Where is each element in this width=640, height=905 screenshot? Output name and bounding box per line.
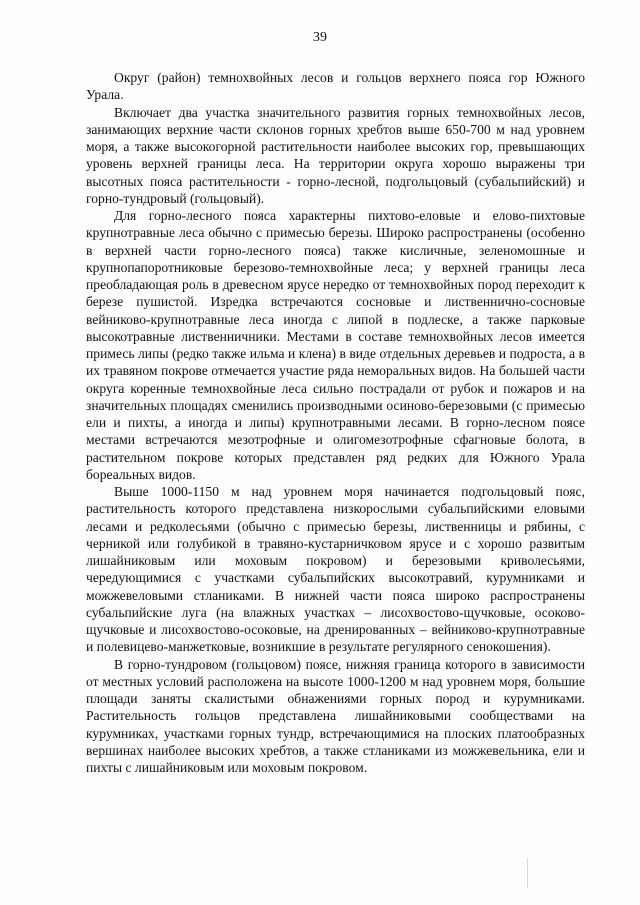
paragraph-mountain-forest-belt: Для горно-лесного пояса характерны пихтово-еловые и елово-пихтовые крупнотравные леса обычно с примесью березы. Широко распространены (особенно в верхней части горно-лесного пояса) также кисличные, зеленомошные и крупнопапоротниковые березово-темнохвойные леса; у верхней границы леса преобладающая роль в древесном ярусе нередко от темнохвойных пород переходит к березе пушистой. Изредка встречаются сосновые и лиственнично-сосновые вейниково-крупнотравные леса иногда с липой в подлеске, а также парковые высокотравные лиственничники. Местами в составе темнохвойных лесов имеется примесь липы (редко также ильма и клена) в виде отдельных деревьев и подроста, а в их травяном покрове отмечается участие ряда неморальных видов. На большей части округа коренные темнохвойные леса сильно пострадали от рубок и пожаров и на значительных площадях сменились производными осиново-березовыми (с примесью ели и пихты, а иногда и липы) крупнотравными лесами. В горно-лесном поясе местами встречаются мезотрофные и олигомезотрофные сфагновые болота, в растительном покрове которых представлен ряд редких для Южного Урала бореальных видов. (86, 208, 585, 482)
body-text (86, 69, 585, 776)
paragraph-intro: Включает два участка значительного развития горных темнохвойных лесов, занимающих верхние части склонов горных хребтов выше 650-700 м над уровнем моря, а также высокогорной растительности наиболее высоких гор, превышающих уровень верхней границы леса. На территории округа хорошо выражены три высотных пояса растительности - горно-лесной, подгольцовый (субальпийский) и горно-тундровый (гольцовый). (86, 104, 585, 206)
district-heading: Округ (район) темнохвойных лесов и гольцов верхнего пояса гор Южного Урала. (86, 70, 585, 103)
paragraph-mountain-tundra-belt: В горно-тундровом (гольцовом) поясе, нижняя граница которого в зависимости от местных условий расположена на высоте 1000-1200 м над уровнем моря, большие площади заняты скалистыми обнажениями горных пород и курумниками. Растительность гольцов представлена лишайниковыми сообществами на курумниках, участками горных тундр, встречающимися на плоских платообразных вершинах наиболее высоких хребтов, а также стланиками из можжевельника, ели и пихты с лишайниковым или моховым покровом. (86, 656, 585, 775)
scan-artifact-line (527, 858, 528, 888)
page-number: 39 (313, 30, 327, 45)
paragraph-subalpine-belt: Выше 1000-1150 м над уровнем моря начинается подгольцовый пояс, растительность которого представлена низкорослыми субальпийскими еловыми лесами и редколесьями (обычно с примесью березы, лиственницы и рябины, с черникой или голубикой в травяно-кустарничковом ярусе и с хорошо развитым лишайниковым или моховым покровом) и березовыми криволесьями, чередующимися с участками субальпийских высокотравий, курумниками и можжевеловыми стланиками. В нижней части пояса широко распространены субальпийские луга (на влажных участках – лисохвостово-щучковые, осоково-щучковые и лисохвостово-осоковые, на дренированных – вейниково-крупнотравные и полевицево-манжетковые, возникшие в результате регулярного сенокошения). (86, 484, 585, 655)
